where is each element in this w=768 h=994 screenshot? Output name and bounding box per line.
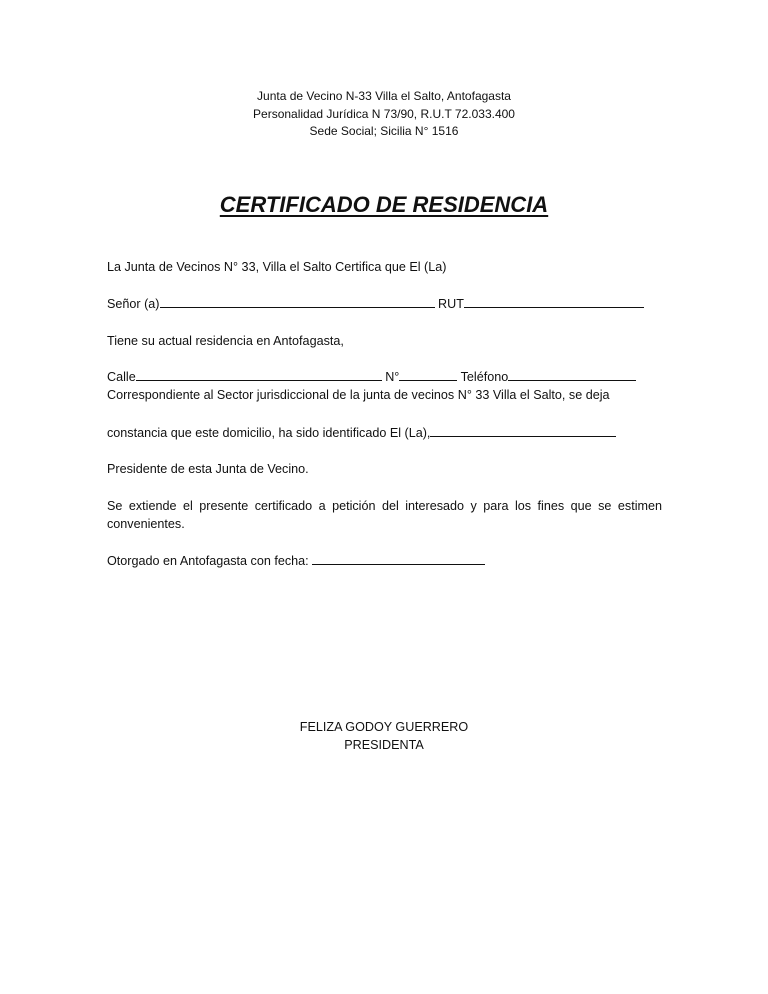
telefono-blank[interactable] [508, 368, 636, 381]
letterhead [0, 88, 768, 141]
calle-blank[interactable] [136, 368, 382, 381]
rut-blank[interactable] [464, 295, 644, 308]
presidente-text: Presidente de esta Junta de Vecino. [107, 462, 309, 476]
numero-label: N° [385, 370, 400, 384]
constancia-line [107, 424, 662, 442]
document-title: CERTIFICADO DE RESIDENCIA [219, 192, 549, 217]
letterhead-line-1: Junta de Vecino N-33 Villa el Salto, Antofagasta [257, 89, 511, 103]
calle-label: Calle [107, 370, 136, 384]
numero-blank[interactable] [399, 368, 457, 381]
fecha-blank[interactable] [312, 552, 485, 565]
letterhead-line-3: Sede Social; Sicilia N° 1516 [309, 124, 459, 138]
letterhead-line-2: Personalidad Jurídica N 73/90, R.U.T 72.033.400 [253, 106, 515, 121]
senor-label: Señor (a) [107, 297, 160, 311]
telefono-label: Teléfono [460, 370, 509, 384]
otorgado-line [107, 552, 662, 570]
constancia-blank[interactable] [430, 424, 616, 437]
constancia-text: constancia que este domicilio, ha sido identificado El (La), [107, 426, 431, 440]
extiende-paragraph: Se extiende el presente certificado a petición del interesado y para los fines que se estimen convenientes. [107, 499, 662, 531]
senor-blank[interactable] [160, 295, 435, 308]
residencia-line [107, 332, 662, 350]
senor-rut-line [107, 295, 662, 313]
sector-text: Correspondiente al Sector jurisdiccional de la junta de vecinos N° 33 Villa el Salto, se deja [107, 388, 610, 402]
otorgado-text: Otorgado en Antofagasta con fecha: [107, 554, 309, 568]
signature-block [0, 718, 768, 754]
intro-line [107, 258, 662, 276]
calle-line [107, 368, 662, 386]
signature-role: PRESIDENTA [344, 738, 424, 752]
residencia-text: Tiene su actual residencia en Antofagasta, [107, 334, 344, 348]
presidente-line [107, 460, 662, 478]
sector-line [107, 386, 662, 404]
rut-label: RUT [438, 297, 464, 311]
intro-text: La Junta de Vecinos N° 33, Villa el Salto Certifica que El (La) [107, 260, 447, 274]
signature-name: FELIZA GODOY GUERRERO [299, 720, 469, 734]
